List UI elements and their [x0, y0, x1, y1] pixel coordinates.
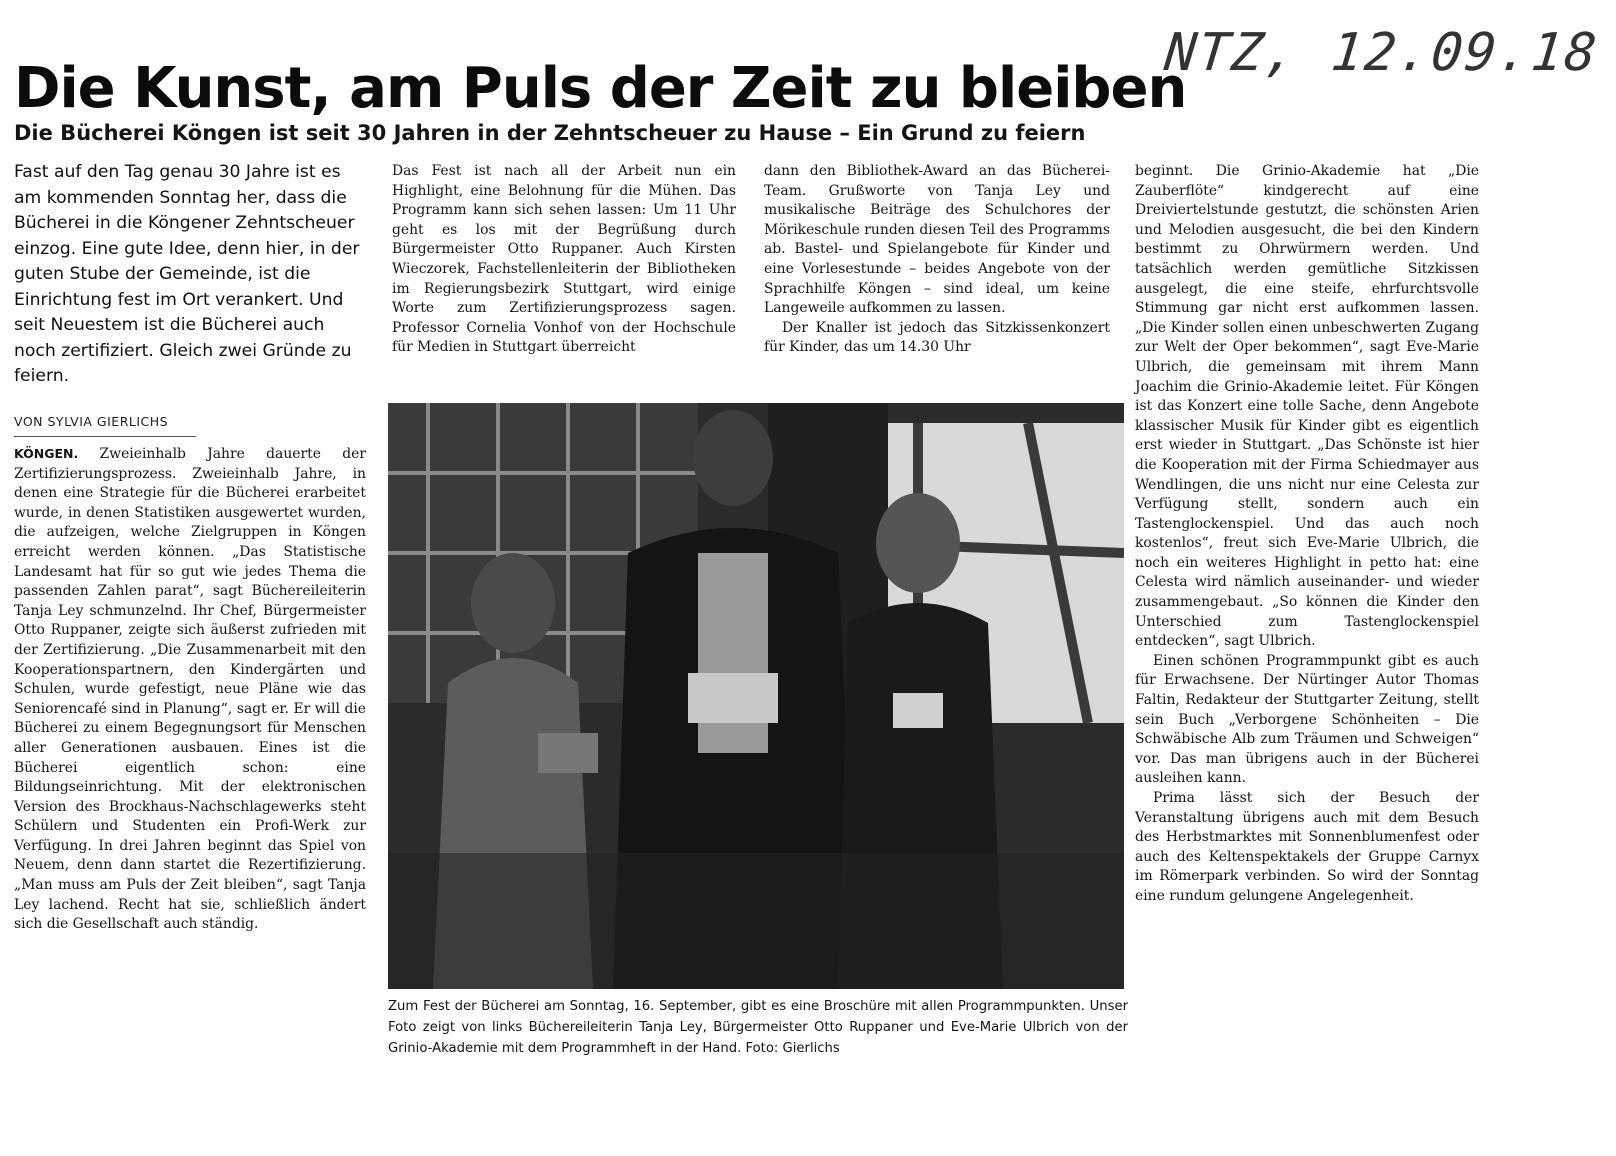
- column-3-paragraph: dann den Bibliothek-Award an das Bücherei-Team. Grußworte von Tanja Ley und musikalische Beiträge des Schulchores der Mörikeschule runden diesen Teil des Programms ab. Bastel- und Spielangebote für Kinder und eine Vorlesestunde – beides Angebote von der Sprachhilfe Köngen – sind ideal, um keine Langeweile aufkommen zu lassen.: [764, 163, 1110, 317]
- handwritten-date-note: NTZ, 12.09.18: [1161, 23, 1602, 83]
- column-3-paragraph: Der Knaller ist jedoch das Sitzkissenkonzert für Kinder, das um 14.30 Uhr: [764, 319, 1110, 356]
- caption-text: Zum Fest der Bücherei am Sonntag, 16. September, gibt es eine Broschüre mit allen Programmpunkten. Unser Foto zeigt von links Büchereileiterin Tanja Ley, Bürgermeister Otto Ruppaner und Eve-Marie Ulbrich von der Grinio-Akademie mit dem Programmheft in der Hand.: [388, 999, 1128, 1056]
- column-4-paragraph: Prima lässt sich der Besuch der Veranstaltung übrigens auch mit dem Besuch des Herbstmarktes mit Sonnenblumenfest oder auch des Keltenspektakels der Gruppe Carnyx im Römerpark verbinden. So wird der Sonntag eine rundum gelungene Angelegenheit.: [1135, 790, 1479, 904]
- column-1-text: Zweieinhalb Jahre dauerte der Zertifizierungsprozess. Zweieinhalb Jahre, in denen eine Strategie für die Bücherei erarbeitet wurde, in denen Statistiken ausgewertet wurden, die aufzeigen, welche Zielgruppen in Köngen erreicht werden können. „Das Statistische Landesamt hat für so gut wie jedes Thema die passenden Zahlen parat“, sagt Büchereileiterin Tanja Ley schmunzelnd. Ihr Chef, Bürgermeister Otto Ruppaner, zeigte sich äußerst zufrieden mit der Zertifizierung. „Die Zusammenarbeit mit den Kooperationspartnern, den Kindergärten und Schulen, wurde gefestigt, neue Pläne wie das Seniorencafé sind in Planung“, sagt er. Er will die Bücherei zu einem Begegnungsort für Menschen aller Generationen ausbauen. Eines ist die Bücherei eigentlich schon: eine Bildungseinrichtung. Mit der elektronischen Version des Brockhaus-Nachschlagewerks steht Schülern und Studenten ein Profi-Werk zur Verfügung. In drei Jahren beginnt das Spiel von Neuem, denn dann startet die Rezertifizierung. „Man muss am Puls der Zeit bleiben“, sagt Tanja Ley lachend. Recht hat sie, schließlich ändert sich die Gesellschaft auch ständig.: [14, 446, 366, 933]
- news-photo: [388, 403, 1124, 989]
- column-4-paragraph: Einen schönen Programmpunkt gibt es auch für Erwachsene. Der Nürtinger Autor Thomas Faltin, Redakteur der Stuttgarter Zeitung, stellt sein Buch „Verborgene Schönheiten – Die Schwäbische Alb zum Träumen und Schweigen“ vor. Das man übrigens auch in der Bücherei ausleihen kann.: [1135, 652, 1479, 787]
- article-column-2: [392, 162, 736, 358]
- column-4-paragraph: beginnt. Die Grinio-Akademie hat „Die Zauberflöte“ kindgerecht auf eine Dreiviertelstunde gestutzt, die schönsten Arien und Melodien ausgesucht, die bei den Kindern bestimmt zu Ohrwürmern werden. Und tatsächlich werden gemütliche Sitzkissen ausgelegt, die eine steife, ehrfurchtsvolle Stimmung gar nicht erst aufkommen lassen. „Die Kinder sollen einen unbeschwerten Zugang zur Welt der Oper bekommen“, sagt Eve-Marie Ulbrich, die gemeinsam mit ihrem Mann Joachim die Grinio-Akademie leitet. Für Köngen ist das Konzert eine tolle Sache, denn Angebote klassischer Musik für Kinder gibt es eigentlich erst wieder in Stuttgart. „Das Schönste ist hier die Kooperation mit der Firma Schiedmayer aus Wendlingen, die uns nicht nur eine Celesta zur Verfügung stellt, sondern auch ein Tastenglockenspiel. Und das auch noch kostenlos“, freut sich Eve-Marie Ulbrich, die noch ein weiteres Highlight in petto hat: eine Celesta wird nämlich auseinander- und wieder zusammengebaut. „So können die Kinder den Unterschied zum Tastenglockenspiel entdecken“, sagt Ulbrich.: [1135, 163, 1479, 650]
- byline-rule: [14, 436, 196, 437]
- photo-credit: Foto: Gierlichs: [745, 1041, 840, 1056]
- column-1-paragraph: [14, 444, 366, 935]
- article-column-3: [764, 162, 1110, 358]
- column-2-paragraph: Das Fest ist nach all der Arbeit nun ein Highlight, eine Belohnung für die Mühen. Das Programm kann sich sehen lassen: Um 11 Uhr geht es los mit der Begrüßung durch Bürgermeister Otto Ruppaner. Auch Kirsten Wieczorek, Fachstellenleiterin der Bibliotheken im Regierungsbezirk Stuttgart, wird einige Worte zum Zertifizierungsprozess sagen. Professor Cornelia Vonhof von der Hochschule für Medien in Stuttgart überreicht: [392, 163, 736, 356]
- article-column-1: [14, 444, 366, 935]
- photo-three-people-holding-brochures: [388, 403, 1124, 989]
- article-column-4: [1135, 162, 1479, 907]
- dateline: KÖNGEN.: [14, 446, 79, 461]
- photo-caption: [388, 996, 1128, 1059]
- headline: Die Kunst, am Puls der Zeit zu bleiben: [14, 55, 1187, 121]
- byline: VON SYLVIA GIERLICHS: [14, 414, 169, 429]
- lead-paragraph: Fast auf den Tag genau 30 Jahre ist es am kommenden Sonntag her, dass die Bücherei in die Köngener Zehntscheuer einzog. Eine gute Idee, denn hier, in der guten Stube der Gemeinde, ist die Einrichtung fest im Ort verankert. Und seit Neuestem ist die Bücherei auch noch zertifiziert. Gleich zwei Gründe zu feiern.: [14, 162, 360, 386]
- subheadline: Die Bücherei Köngen ist seit 30 Jahren in der Zehntscheuer zu Hause – Ein Grund zu feiern: [14, 121, 1086, 146]
